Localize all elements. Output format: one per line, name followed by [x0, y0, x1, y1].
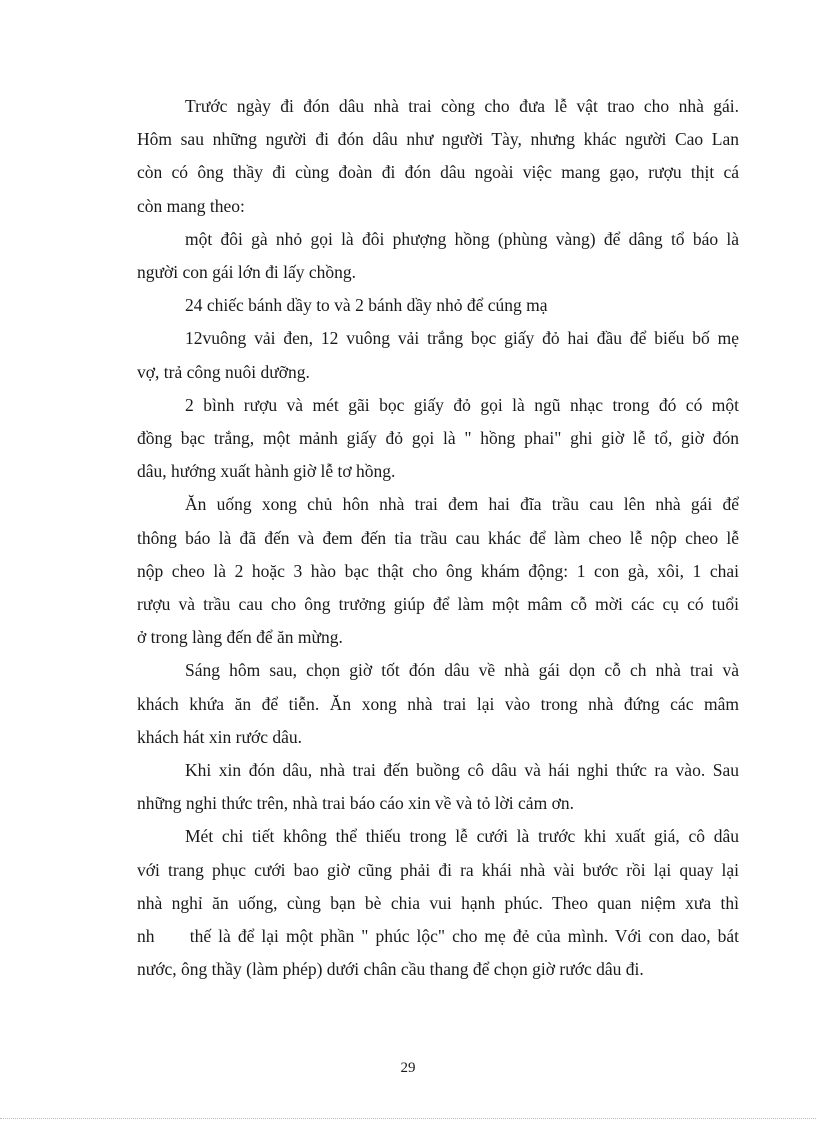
text-line: 24 chiếc bánh dầy to và 2 bánh dầy nhỏ để cúng mạ [185, 295, 548, 316]
text-line: nước, ông thầy (làm phép) dưới chân cầu thang để chọn giờ rước dâu đi. [137, 959, 644, 980]
text-line: một đôi gà nhỏ gọi là đôi phượng hồng (phùng vàng) để dâng tổ báo là [185, 228, 739, 249]
paragraph-4 [137, 322, 739, 388]
text-line: rượu và trầu cau cho ông trưởng giúp để làm một mâm cỗ mời các cụ có tuổi [137, 594, 739, 615]
text-line: nh thế là để lại một phần " phúc lộc" cho mẹ đẻ của mình. Với con dao, bát [137, 926, 739, 947]
page-number: 29 [400, 1060, 416, 1076]
paragraph-9 [137, 820, 739, 986]
paragraph-7 [137, 654, 739, 754]
text-line: những nghi thức trên, nhà trai báo cáo xin về và tỏ lời cảm ơn. [137, 793, 574, 814]
text-line: ở trong làng đến để ăn mừng. [137, 627, 343, 648]
text-line: Khi xin đón dâu, nhà trai đến buồng cô dâu và hái nghi thức ra vào. Sau [185, 760, 739, 781]
text-line: còn mang theo: [137, 195, 245, 216]
paragraph-8 [137, 754, 739, 820]
text-line: Ăn uống xong chủ hôn nhà trai đem hai đĩa trầu cau lên nhà gái để [185, 494, 739, 515]
paragraph-2 [137, 223, 739, 289]
text-line: Hôm sau những người đi đón dâu như người Tày, nhưng khác người Cao Lan [137, 129, 739, 150]
paragraph-3 [137, 289, 739, 322]
text-line: đồng bạc trắng, một mảnh giấy đỏ gọi là " hồng phai" ghi giờ lễ tổ, giờ đón [137, 428, 739, 449]
paragraph-5 [137, 389, 739, 489]
text-line: Trước ngày đi đón dâu nhà trai còng cho đưa lễ vật trao cho nhà gái. [185, 96, 739, 116]
text-line: nhà nghỉ ăn uống, cùng bạn bè chia vui hạnh phúc. Theo quan niệm xưa thì [137, 892, 739, 913]
body-text [137, 90, 739, 986]
paragraph-6 [137, 488, 739, 654]
text-line: 2 bình rượu và mét gãi bọc giấy đỏ gọi là ngũ nhạc trong đó có một [185, 394, 739, 415]
text-line: Mét chi tiết không thể thiếu trong lễ cưới là trước khi xuất giá, cô dâu [185, 826, 739, 847]
text-line: khách hát xin rước dâu. [137, 726, 303, 747]
text-line: khách khứa ăn để tiễn. Ăn xong nhà trai lại vào trong nhà đứng các mâm [137, 693, 739, 714]
text-line: thông báo là đã đến và đem đến tỉa trầu cau khác để làm cheo lễ nộp cheo lễ [137, 527, 739, 548]
paragraph-1 [137, 90, 739, 223]
text-line: dâu, hướng xuất hành giờ lễ tơ hồng. [137, 461, 396, 482]
page-bottom-divider [0, 1118, 816, 1119]
text-line: còn có ông thầy đi cùng đoàn đi đón dâu ngoài việc mang gạo, rượu thịt cá [137, 162, 739, 183]
text-line: với trang phục cưới bao giờ cũng phải đi ra khái nhà vài bước rồi lại quay lại [137, 859, 739, 880]
text-line: nộp cheo là 2 hoặc 3 hào bạc thật cho ông khám động: 1 con gà, xôi, 1 chai [137, 560, 739, 581]
text-line: 12vuông vải đen, 12 vuông vải trắng bọc giấy đỏ hai đầu để biếu bố mẹ [185, 328, 739, 349]
text-line: Sáng hôm sau, chọn giờ tốt đón dâu về nhà gái dọn cỗ ch nhà trai và [185, 660, 739, 681]
text-line: vợ, trả công nuôi dưỡng. [137, 361, 310, 382]
text-line: người con gái lớn đi lấy chồng. [137, 262, 356, 283]
